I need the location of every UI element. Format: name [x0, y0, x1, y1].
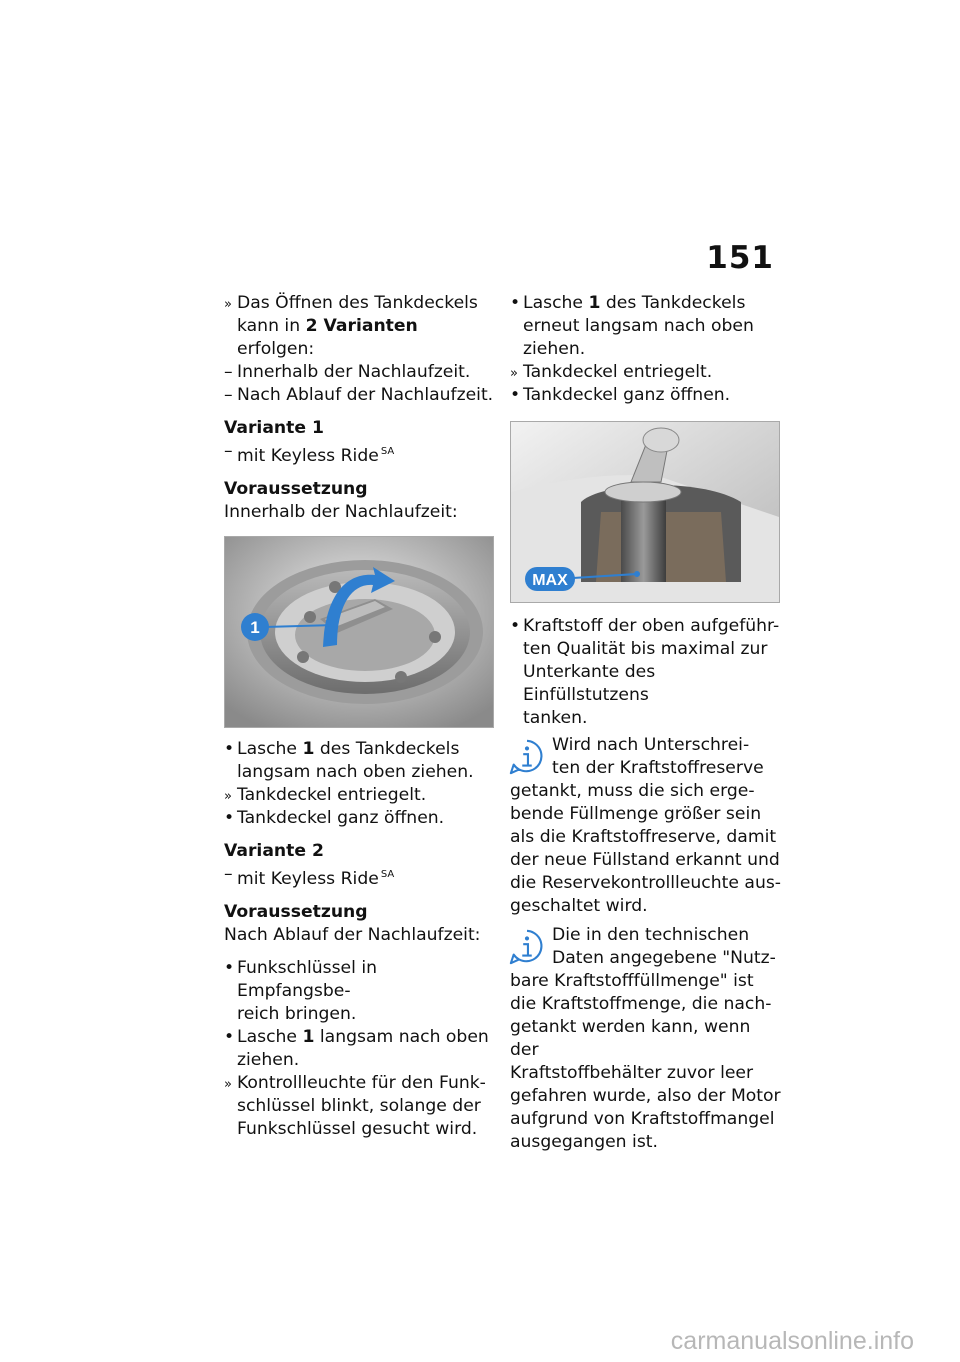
variant-1-heading: Variante 1: [224, 418, 324, 438]
info-note-2: [510, 924, 782, 1154]
result-arrow-icon: »: [224, 789, 232, 804]
bullet-item-cont: Unterkante des Einfüllstutzens: [523, 662, 656, 705]
sa-badge: SA: [380, 446, 395, 457]
intro-line-2: kann in 2 Varianten erfolgen:: [237, 316, 418, 359]
bullet-item-cont: ziehen.: [523, 339, 586, 359]
dash-icon: –: [224, 385, 233, 405]
bullet-item-cont: tanken.: [523, 708, 588, 728]
result-line: » Das Öffnen des Tankdeckels: [224, 292, 496, 315]
note-text: getankt, muss die sich erge-: [510, 781, 755, 801]
footer-watermark: carmanualsonline.info: [670, 1327, 914, 1355]
dash-item: – Innerhalb der Nachlaufzeit.: [224, 362, 471, 382]
dash-icon: –: [224, 441, 233, 461]
bullet-item-cont: reich bringen.: [237, 1004, 357, 1024]
filler-neck-illustration: [510, 421, 780, 603]
bullet-item-cont: langsam nach oben ziehen.: [237, 762, 474, 782]
note-text: Die in den technischen: [552, 925, 750, 945]
info-note-1: [510, 734, 782, 918]
bullet-icon: •: [510, 616, 521, 636]
prerequisite-heading: Voraussetzung: [224, 479, 368, 499]
bullet-icon: •: [510, 385, 521, 405]
bullet-icon: •: [224, 958, 235, 978]
bullet-icon: •: [224, 808, 235, 828]
info-icon: [508, 738, 546, 776]
result-line: » Tankdeckel entriegelt.: [224, 784, 496, 807]
max-label: MAX: [532, 572, 568, 589]
bullet-icon: •: [224, 739, 235, 759]
bullet-item-cont: ten Qualität bis maximal zur: [523, 639, 768, 659]
result-line: » Tankdeckel entriegelt.: [510, 361, 782, 384]
prerequisite-text: Innerhalb der Nachlaufzeit:: [224, 502, 458, 522]
fuel-cap-illustration: [224, 536, 494, 728]
note-text: die Reservekontrollleuchte aus-: [510, 873, 781, 893]
note-text: Wird nach Unterschrei-: [552, 735, 750, 755]
dash-icon: –: [224, 864, 233, 884]
result-line-cont: Funkschlüssel gesucht wird.: [237, 1119, 478, 1139]
note-text: als die Kraftstoffreserve, damit: [510, 827, 777, 847]
note-text: Kraftstoffbehälter zuvor leer: [510, 1063, 754, 1083]
note-text: Daten angegebene "Nutz-: [552, 948, 776, 968]
note-text: der neue Füllstand erkannt und: [510, 850, 780, 870]
dash-item: – Nach Ablauf der Nachlaufzeit.: [224, 385, 494, 405]
bullet-item: • Tankdeckel ganz öffnen.: [510, 385, 731, 405]
note-text: bare Kraftstofffüllmenge" ist: [510, 971, 754, 991]
result-line-cont: schlüssel blinkt, solange der: [237, 1096, 481, 1116]
variant-1-condition: – mit Keyless Ride $^{SA}$: [224, 441, 395, 466]
note-text: ausgegangen ist.: [510, 1132, 658, 1152]
filler-neck-drawing: [511, 422, 779, 602]
result-line: » Kontrollleuchte für den Funk-: [224, 1072, 496, 1095]
fuel-cap-drawing: [225, 537, 493, 727]
bullet-icon: •: [224, 1027, 235, 1047]
variant-2-condition: – mit Keyless Ride $^{SA}$: [224, 864, 395, 889]
note-text: gefahren wurde, also der Motor: [510, 1086, 781, 1106]
bullet-item: • Lasche 1 langsam nach oben: [224, 1027, 489, 1047]
bullet-item: • Lasche 1 des Tankdeckels: [224, 739, 460, 759]
sa-badge: SA: [380, 869, 395, 880]
page-number: 151: [706, 240, 774, 276]
note-text: getankt werden kann, wenn der: [510, 1017, 751, 1060]
result-arrow-icon: »: [224, 297, 232, 312]
bullet-icon: •: [510, 293, 521, 313]
bullet-item: • Funkschlüssel in Empfangsbe-: [224, 958, 378, 1001]
bullet-item-cont: ziehen.: [237, 1050, 300, 1070]
variant-2-heading: Variante 2: [224, 841, 324, 861]
result-arrow-icon: »: [510, 366, 518, 381]
result-arrow-icon: »: [224, 1077, 232, 1092]
left-column: [224, 292, 496, 1141]
note-text: bende Füllmenge größer sein: [510, 804, 762, 824]
note-text: geschaltet wird.: [510, 896, 648, 916]
info-icon: [508, 928, 546, 966]
right-column: [510, 292, 782, 1154]
note-text: ten der Kraftstoffreserve: [552, 758, 764, 778]
note-text: die Kraftstoffmenge, die nach-: [510, 994, 772, 1014]
note-text: aufgrund von Kraftstoffmangel: [510, 1109, 775, 1129]
bullet-item: • Lasche 1 des Tankdeckels: [510, 293, 746, 313]
callout-1-label: 1: [250, 618, 260, 637]
bullet-item-cont: erneut langsam nach oben: [523, 316, 754, 336]
bullet-item: • Tankdeckel ganz öffnen.: [224, 808, 445, 828]
prerequisite-text: Nach Ablauf der Nachlaufzeit:: [224, 925, 481, 945]
bullet-item: • Kraftstoff der oben aufgeführ-: [510, 616, 780, 636]
dash-icon: –: [224, 362, 233, 382]
prerequisite-heading: Voraussetzung: [224, 902, 368, 922]
